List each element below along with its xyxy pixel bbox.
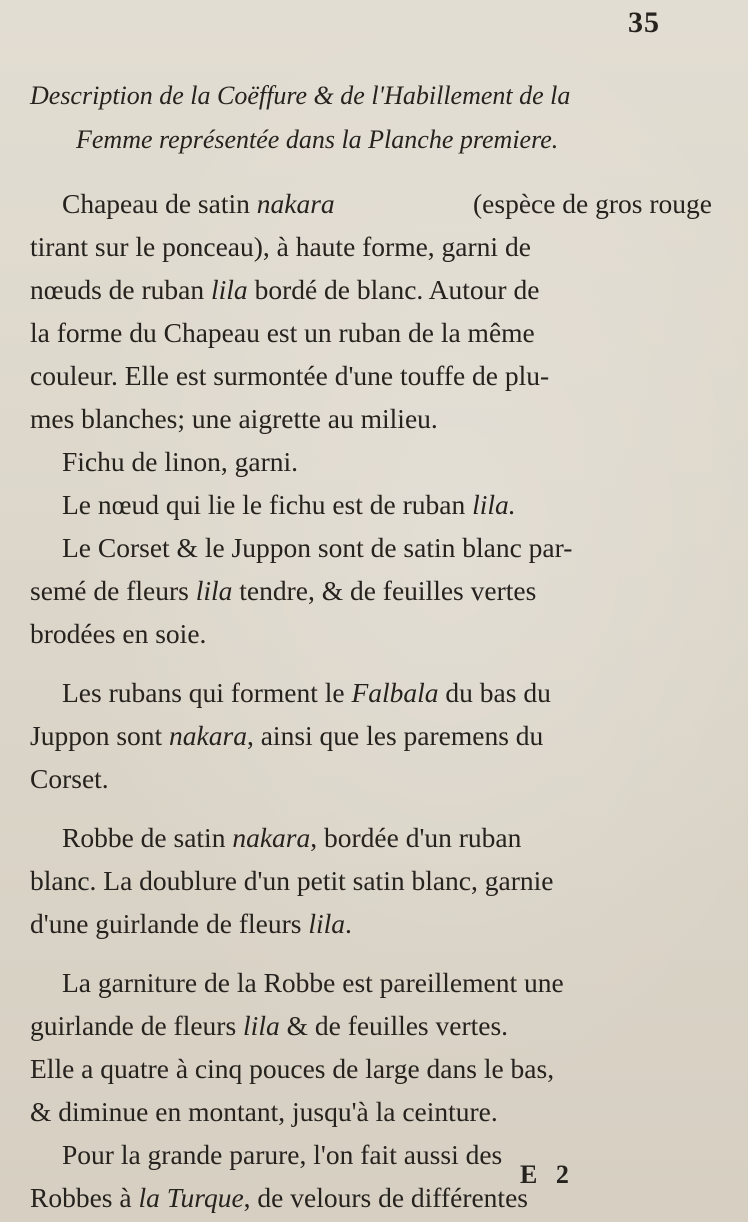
- section-heading: [30, 74, 690, 162]
- paragraph-chapeau: [30, 182, 712, 440]
- text-line: Fichu de linon, garni.: [62, 446, 299, 477]
- paragraph-noeud: [30, 483, 700, 526]
- italic-term: la Turque: [138, 1182, 244, 1213]
- text-segment: (espèce de gros rouge: [473, 188, 712, 219]
- text-line: mes blanches; une aigrette au milieu.: [30, 403, 438, 434]
- italic-term: lila: [195, 575, 233, 606]
- text-line: couleur. Elle est surmontée d'une touffe de plu-: [30, 360, 550, 391]
- text-line: [30, 902, 700, 945]
- text-line: [30, 714, 700, 757]
- heading-line-2: Femme représentée dans la Planche premiere.: [76, 125, 559, 154]
- text-segment: Robbe de satin: [62, 822, 233, 853]
- italic-term: nakara: [169, 720, 247, 751]
- text-segment: du bas du: [438, 677, 551, 708]
- text-line: tirant sur le ponceau), à haute forme, garni de: [30, 231, 531, 262]
- text-segment: Chapeau de satin: [62, 188, 257, 219]
- text-segment: .: [345, 908, 352, 939]
- text-line: [30, 182, 712, 225]
- text-segment: Les rubans qui forment le: [62, 677, 352, 708]
- text-segment: , bordée d'un ruban: [310, 822, 522, 853]
- text-segment: nœuds de ruban: [30, 274, 212, 305]
- signature-mark: E 2: [520, 1160, 575, 1189]
- text-line: Le Corset & le Juppon sont de satin blanc par-: [62, 532, 573, 563]
- text-line: [30, 1004, 700, 1047]
- paragraph-fichu: [30, 440, 700, 483]
- text-segment: tendre, & de feuilles vertes: [232, 575, 537, 606]
- text-segment: , de velours de différentes: [243, 1182, 528, 1213]
- italic-term: Falbala: [351, 677, 439, 708]
- text-segment: Juppon sont: [30, 720, 170, 751]
- text-line: [30, 569, 700, 612]
- text-line: Elle a quatre à cinq pouces de large dans le bas,: [30, 1053, 555, 1084]
- italic-term: lila: [243, 1010, 280, 1041]
- text-line: blanc. La doublure d'un petit satin blanc, garnie: [30, 865, 554, 896]
- paragraph-robbe: [30, 816, 700, 945]
- paragraph-parure: [30, 1133, 700, 1219]
- text-line: Corset.: [30, 763, 109, 794]
- text-segment: , ainsi que les paremens du: [246, 720, 544, 751]
- text-line: [30, 816, 700, 859]
- text-segment: & de feuilles vertes.: [279, 1010, 509, 1041]
- text-segment: guirlande de fleurs: [30, 1010, 244, 1041]
- text-line: [30, 1176, 700, 1219]
- text-line: [30, 671, 700, 714]
- text-segment: semé de fleurs: [30, 575, 196, 606]
- text-line: & diminue en montant, jusqu'à la ceinture.: [30, 1096, 498, 1127]
- text-segment: Le nœud qui lie le fichu est de ruban: [62, 489, 473, 520]
- paragraph-garniture: [30, 961, 700, 1133]
- text-segment: d'une guirlande de fleurs: [30, 908, 309, 939]
- text-segment: bordé de blanc. Autour de: [247, 274, 540, 305]
- text-line: [30, 483, 700, 526]
- italic-term: nakara: [232, 822, 311, 853]
- text-segment: Robbes à: [30, 1182, 139, 1213]
- text-line: Pour la grande parure, l'on fait aussi des: [62, 1139, 503, 1170]
- paragraph-rubans: [30, 671, 700, 800]
- body-text: [30, 182, 712, 1219]
- paragraph-corset: [30, 526, 700, 655]
- italic-term: nakara: [256, 188, 335, 219]
- text-line: [30, 268, 700, 311]
- italic-term: lila: [308, 908, 346, 939]
- text-line: brodées en soie.: [30, 618, 207, 649]
- text-line: La garniture de la Robbe est pareillement une: [62, 967, 564, 998]
- text-line: la forme du Chapeau est un ruban de la même: [30, 317, 535, 348]
- page-number: 35: [628, 6, 660, 39]
- italic-term: lila: [211, 274, 248, 305]
- italic-term: lila.: [472, 489, 516, 520]
- heading-line-1: Description de la Coëffure & de l'Habillement de la: [30, 81, 571, 110]
